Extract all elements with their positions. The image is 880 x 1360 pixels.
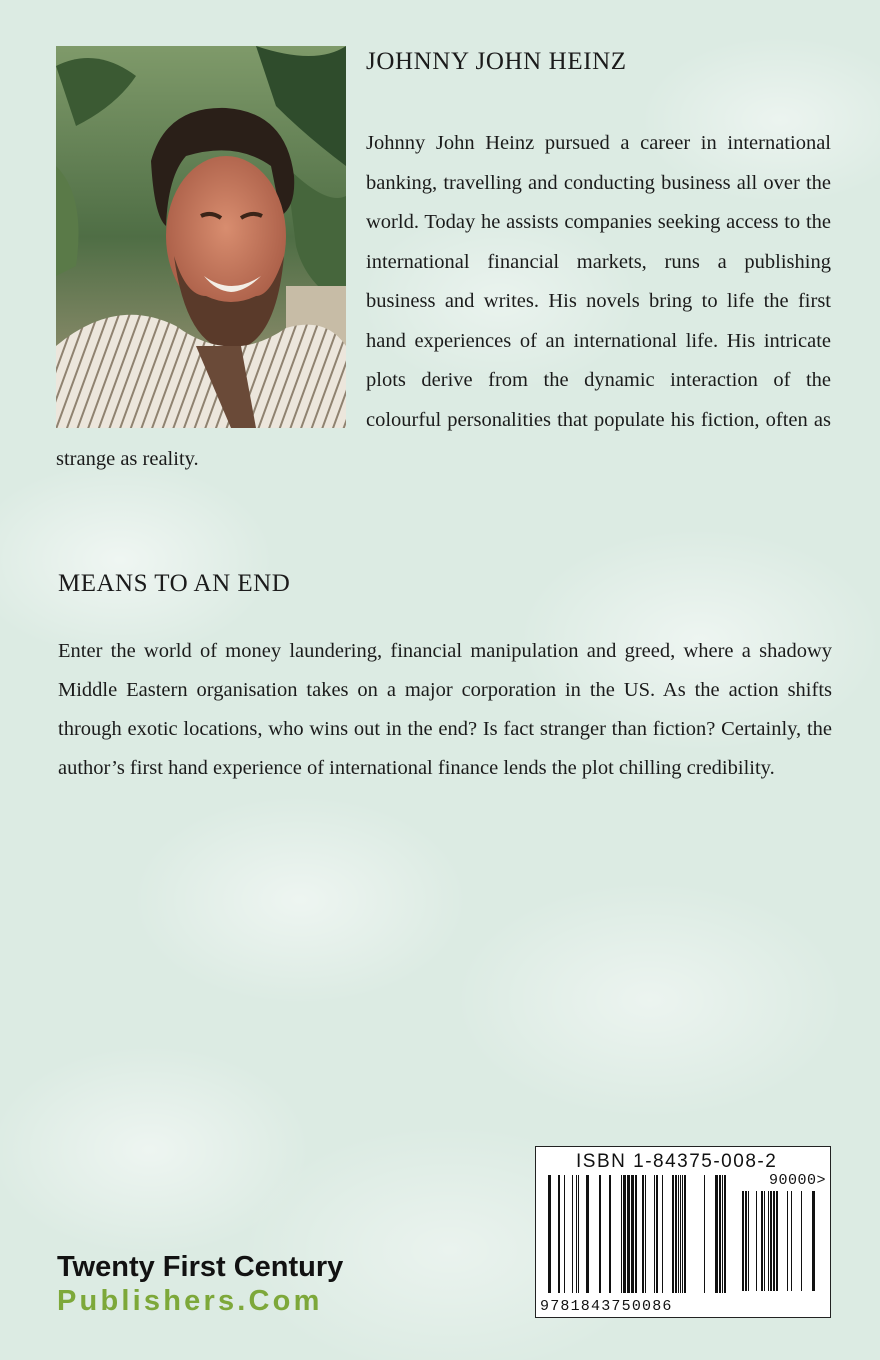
isbn-label: ISBN 1-84375-008-2 [576, 1151, 778, 1172]
publisher-name-line1: Twenty First Century [57, 1251, 344, 1283]
barcode-bar [801, 1191, 802, 1291]
addon-barcode-bars [732, 1191, 816, 1299]
price-code: 90000> [768, 1172, 826, 1189]
barcode-bar [812, 1191, 815, 1291]
author-name-heading: JOHNNY JOHN HEINZ [366, 48, 627, 75]
book-blurb: Enter the world of money laundering, financial manipulation and greed, where a shadowy Middle Eastern organisation takes on a major corporation in the US. As the action shifts through exotic locations, who wins out in the end? Is fact stranger than fiction? Certainly, the author’s first hand experience of international finance lends the plot chilling credibility. [58, 640, 832, 779]
book-title-heading: MEANS TO AN END [58, 570, 291, 597]
barcode-bar [745, 1191, 747, 1291]
barcode-bar [742, 1191, 744, 1291]
barcode-bar [682, 1175, 683, 1293]
publisher-name-line2: Publishers.Com [57, 1285, 323, 1317]
barcode-bar [791, 1191, 792, 1291]
barcode-bar [776, 1191, 778, 1291]
barcode-bar [719, 1175, 721, 1293]
barcode-bar [645, 1175, 646, 1293]
barcode-bar [768, 1191, 769, 1291]
barcode-bar [761, 1191, 763, 1291]
author-bio-text: Johnny John Heinz pursued a career in international banking, travelling and conducting business all over the world. Today he assists companies seeking access to the international financial markets, runs a publishing business and writes. His novels bring to life the first hand experiences of an international life. His intricate plots derive from the dynamic interaction of the colourful personalities that populate his fiction, often as strange as reality. [56, 132, 831, 470]
barcode-bar [627, 1175, 630, 1293]
isbn-barcode [535, 1146, 831, 1318]
barcode-bar [773, 1191, 775, 1291]
ean-barcode-bars [548, 1175, 726, 1301]
barcode-bar [635, 1175, 637, 1293]
barcode-bar [586, 1175, 589, 1293]
barcode-bar [576, 1175, 577, 1293]
barcode-bar [770, 1191, 772, 1291]
barcode-bar [599, 1175, 601, 1293]
barcode-bar [631, 1175, 634, 1293]
barcode-bar [662, 1175, 663, 1293]
barcode-bar [722, 1175, 723, 1293]
publisher-logo [57, 1250, 343, 1318]
barcode-bar [642, 1175, 644, 1293]
barcode-bar [764, 1191, 765, 1291]
barcode-bar [609, 1175, 611, 1293]
ean-digits: 9781843750086 [540, 1298, 673, 1315]
barcode-bar [578, 1175, 579, 1293]
barcode-bar [756, 1191, 757, 1291]
barcode-bar [672, 1175, 674, 1293]
barcode-bar [684, 1175, 686, 1293]
barcode-bar [548, 1175, 551, 1293]
author-bio [56, 124, 831, 480]
barcode-bar [704, 1175, 705, 1293]
barcode-bar [680, 1175, 681, 1293]
barcode-bar [748, 1191, 749, 1291]
barcode-bar [715, 1175, 718, 1293]
barcode-bar [621, 1175, 622, 1293]
barcode-bar [623, 1175, 626, 1293]
barcode-bar [675, 1175, 677, 1293]
barcode-bar [678, 1175, 679, 1293]
barcode-bar [787, 1191, 788, 1291]
barcode-bar [656, 1175, 658, 1293]
barcode-bar [654, 1175, 655, 1293]
barcode-bar [564, 1175, 565, 1293]
barcode-bar [558, 1175, 560, 1293]
barcode-bar [724, 1175, 726, 1293]
photo-spacer [56, 124, 366, 424]
barcode-bar [572, 1175, 573, 1293]
